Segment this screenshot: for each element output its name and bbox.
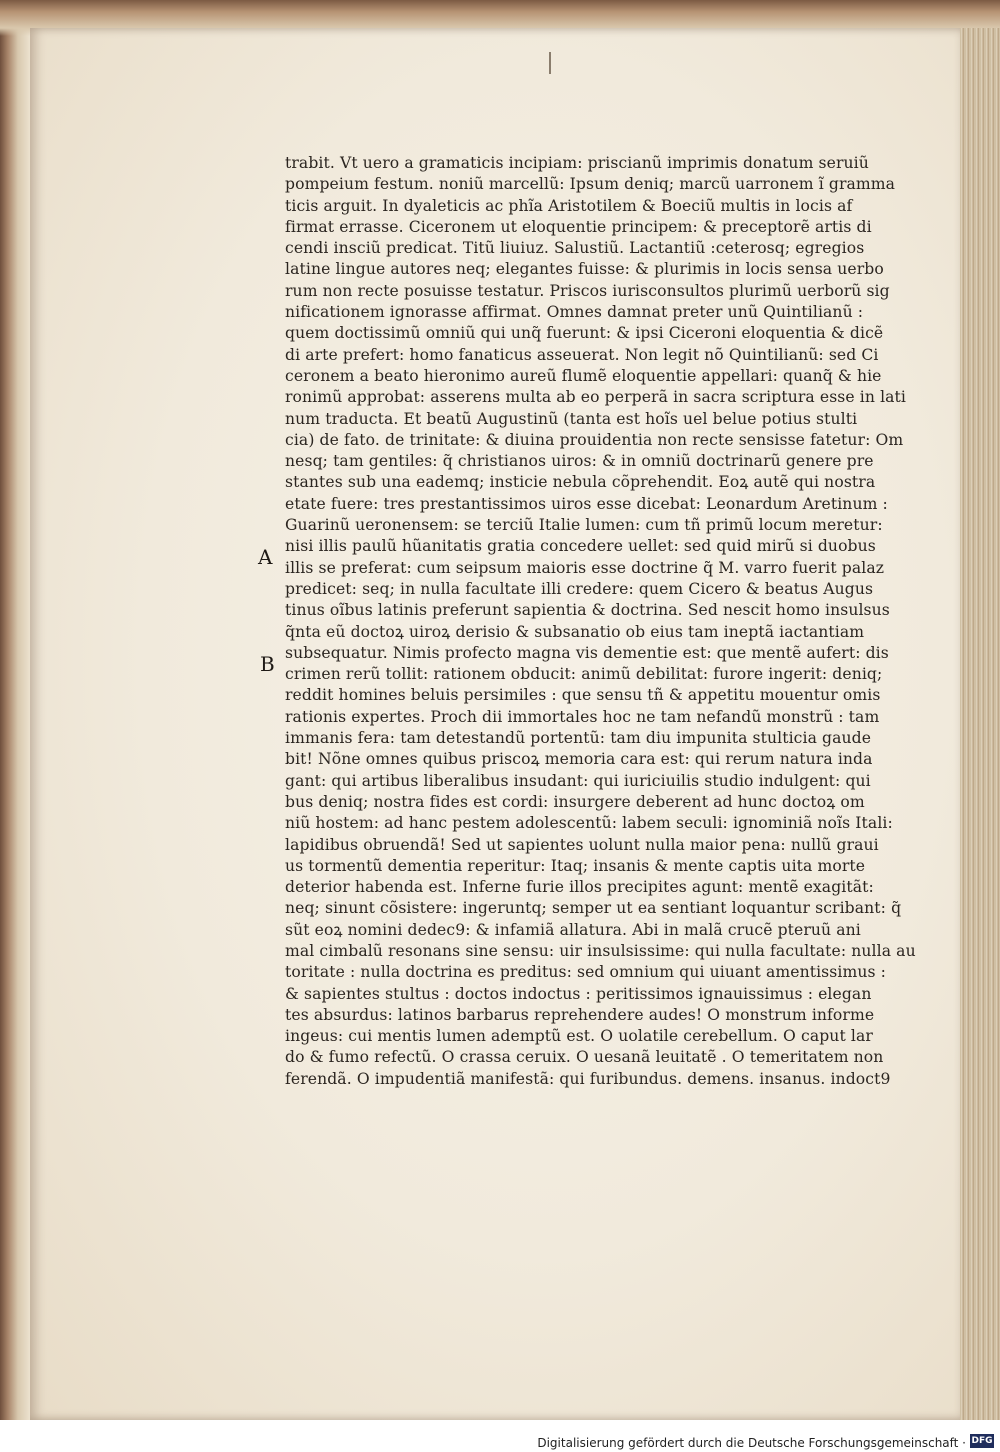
text-line-27: rationis expertes. Proch dii immortales hoc ne tam nefandũ monstrũ : tam <box>285 707 880 726</box>
text-line-29: bit! Nõne omnes quibus priscoꝝ memoria cara est: qui rerum natura inda <box>285 750 873 769</box>
text-line-39: toritate : nulla doctrina es preditus: sed omnium qui uiuant amentissimus : <box>285 963 886 982</box>
text-line-37: sũt eoꝝ nomini dedec9: & infamiã allatura. Abi in malã crucẽ pteruũ ani <box>285 920 861 939</box>
text-line-9: quem doctissimũ omniũ qui unq̃ fuerunt: & ipsi Ciceroni eloquentia & dicẽ <box>285 324 884 343</box>
text-line-34: us tormentũ dementia reperitur: Itaq; insanis & mente captis uita morte <box>285 856 866 875</box>
text-line-23: q̃nta eũ doctoꝝ uiroꝝ derisio & subsanatio ob eius tam ineptã iactantiam <box>285 622 865 641</box>
text-line-20: illis se preferat: cum seipsum maioris esse doctrine q̃ M. varro fuerit palaz <box>285 558 885 577</box>
text-line-30: gant: qui artibus liberalibus insudant: qui iuriciuilis studio indulgent: qui <box>285 771 871 790</box>
margin-letter-a: A <box>258 545 273 569</box>
text-line-10: di arte prefert: homo fanaticus asseuerat. Non legit nõ Quintilianũ: sed Ci <box>285 345 879 364</box>
text-line-1: trabit. Vt uero a gramaticis incipiam: priscianũ imprimis donatum seruiũ <box>285 154 869 172</box>
text-line-31: bus deniq; nostra fides est cordi: insurgere deberent ad hunc doctoꝝ om <box>285 792 865 811</box>
text-line-32: niũ hostem: ad hanc pestem adolescentũ: labem seculi: ignominiã noĩs Itali: <box>285 814 893 833</box>
text-line-6: latine lingue autores neq; elegantes fuisse: & plurimis in locis sensa uerbo <box>285 260 884 279</box>
text-line-40: & sapientes stultus : doctos indoctus : peritissimos ignauissimus : elegan <box>285 984 872 1003</box>
text-line-19: nisi illis paulũ hũanitatis gratia concedere uellet: sed quid mirũ si duobus <box>285 537 876 556</box>
text-line-7: rum non recte posuisse testatur. Priscos iurisconsultos plurimũ uerborũ sig <box>285 281 890 300</box>
text-line-35: deterior habenda est. Inferne furie illos precipites agunt: mentẽ exagitãt: <box>285 878 874 897</box>
text-line-16: stantes sub una eademq; insticie nebula cõprehendit. Eoꝝ autẽ qui nostra <box>285 473 876 492</box>
text-line-28: immanis fera: tam detestandũ portentũ: tam diu impunita stulticia gaude <box>285 729 872 748</box>
text-line-25: crimen rerũ tollit: rationem obducit: animũ debilitat: furore ingerit: deniq; <box>285 665 883 684</box>
text-line-38: mal cimbalũ resonans sine sensu: uir insulsissime: qui nulla facultate: nulla au <box>285 941 916 960</box>
dfg-logo: DFG <box>971 1436 993 1446</box>
text-line-44: ferendã. O impudentiã manifestã: qui furibundus. demens. insanus. indoct9 <box>285 1069 891 1088</box>
text-line-3: ticis arguit. In dyaleticis ac phĩa Aristotilem & Boeciũ multis in locis af <box>285 196 853 215</box>
text-line-12: ronimũ approbat: asserens multa ab eo perperã in sacra scriptura esse in lati <box>285 388 907 407</box>
text-line-15: nesq; tam gentiles: q̃ christianos uiros: & in omniũ doctrinarũ genere pre <box>285 452 874 471</box>
body-text <box>285 153 916 1090</box>
text-line-33: lapidibus obruendã! Sed ut sapientes uolunt nulla maior pena: nullũ graui <box>285 835 879 854</box>
text-line-13: num traducta. Et beatũ Augustinũ (tanta est hoĩs uel belue potius stulti <box>285 409 858 428</box>
text-line-2: pompeium festum. noniũ marcellũ: Ipsum deniq; marcũ uarronem ĩ gramma <box>285 175 896 194</box>
text-line-43: do & fumo refectũ. O crassa ceruix. O uesanã leuitatẽ . O temeritatem non <box>285 1048 884 1067</box>
text-line-22: tinus oĩbus latinis preferunt sapientia & doctrina. Sed nescit homo insulsus <box>285 601 890 620</box>
funding-credit: Digitalisierung gefördert durch die Deutsche Forschungsgemeinschaft · <box>537 1436 966 1450</box>
text-line-8: nificationem ignorasse affirmat. Omnes damnat preter unũ Quintilianũ : <box>285 303 864 322</box>
text-line-17: etate fuere: tres prestantissimos uiros esse dicebat: Leonardum Aretinum : <box>285 494 888 513</box>
text-line-24: subsequatur. Nimis profecto magna vis dementie est: que mentẽ aufert: dis <box>285 643 889 662</box>
text-line-11: ceronem a beato hieronimo aureũ flumẽ eloquentie appellari: quanq̃ & hie <box>285 366 882 385</box>
page-mark <box>549 52 551 74</box>
margin-letter-b: B <box>260 652 275 676</box>
text-line-42: ingeus: cui mentis lumen ademptũ est. O uolatile cerebellum. O caput lar <box>285 1027 873 1046</box>
text-line-14: cia) de fato. de trinitate: & diuina prouidentia non recte sensisse fatetur: Om <box>285 430 904 449</box>
page-stack-edge <box>960 28 1000 1420</box>
text-line-26: reddit homines beluis persimiles : que sensu tñ & appetitu mouentur omis <box>285 686 881 705</box>
text-line-4: firmat errasse. Ciceronem ut eloquentie principem: & preceptorẽ artis di <box>285 217 872 236</box>
text-line-18: Guarinũ ueronensem: se terciũ Italie lumen: cum tñ primũ locum meretur: <box>285 516 883 535</box>
text-line-36: neq; sinunt cõsistere: ingeruntq; semper ut ea sentiant loquantur scribant: q̃ <box>285 899 902 918</box>
text-line-21: predicet: seq; in nulla facultate illi credere: quem Cicero & beatus Augus <box>285 579 874 598</box>
text-line-5: cendi insciũ predicat. Titũ liuiuz. Salustiũ. Lactantiũ :ceterosq; egregios <box>285 239 865 258</box>
text-line-41: tes absurdus: latinos barbarus reprehendere audes! O monstrum informe <box>285 1005 875 1024</box>
